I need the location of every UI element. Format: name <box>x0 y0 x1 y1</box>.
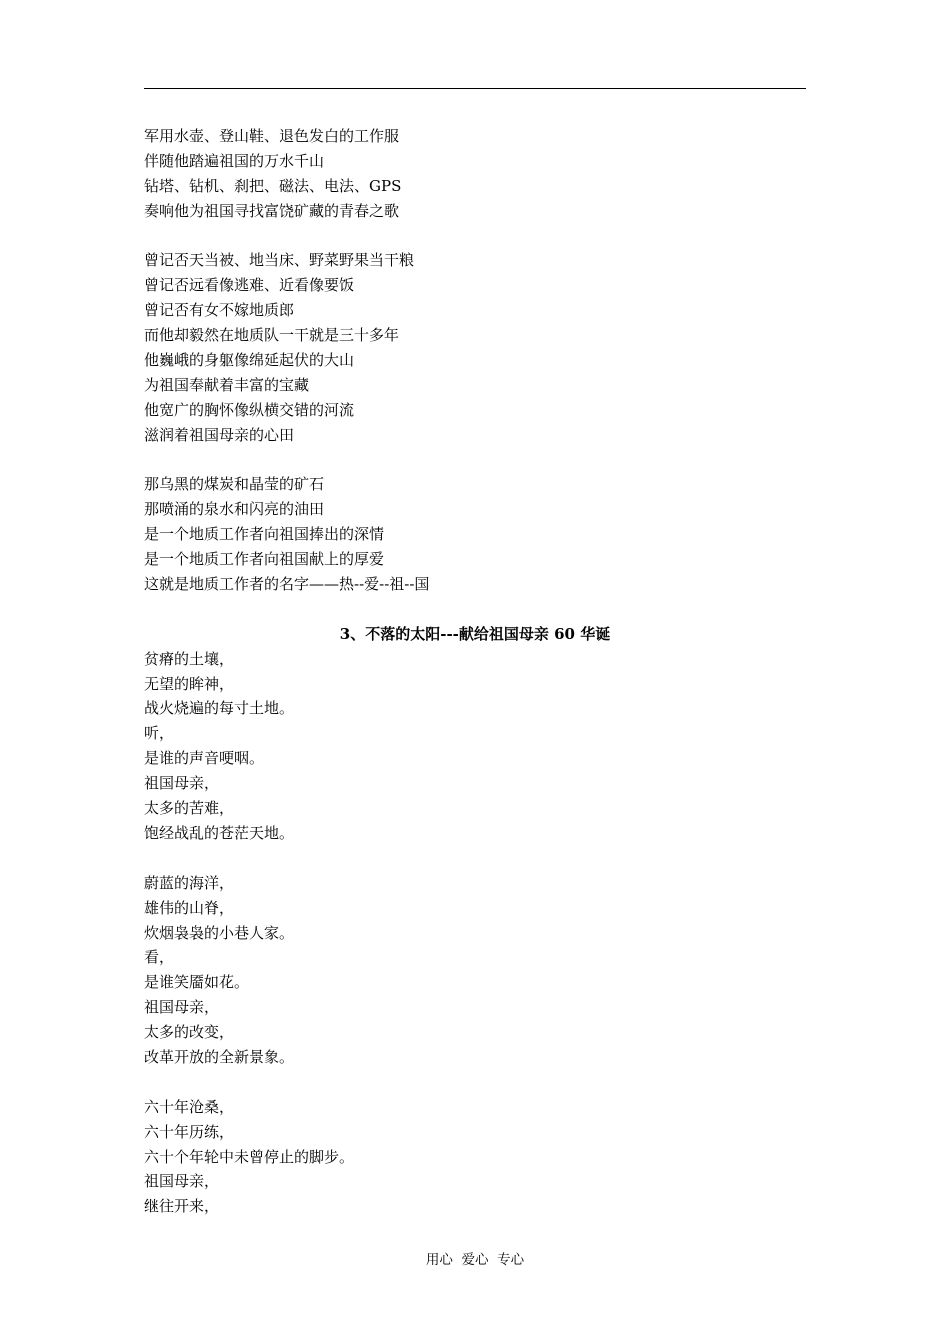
text-line: 这就是地质工作者的名字——热--爱--祖--国 <box>144 575 430 594</box>
text-line: 祖国母亲， <box>144 1172 220 1191</box>
text-line: 炊烟袅袅的小巷人家。 <box>144 923 295 942</box>
text-line: 他巍峨的身躯像绵延起伏的大山 <box>144 351 355 370</box>
text-line: 太多的改变， <box>144 1023 235 1042</box>
text-line: 蔚蓝的海洋， <box>144 873 235 892</box>
page-footer: 用心 爱心 专心 <box>425 1252 525 1268</box>
text-line: 六十年历练， <box>144 1122 235 1141</box>
text-line: 曾记否天当被、地当床、野菜野果当干粮 <box>144 251 415 270</box>
text-line: 贫瘠的土壤， <box>144 649 235 668</box>
text-line: 滋润着祖国母亲的心田 <box>144 425 295 444</box>
stanza-2 <box>144 248 806 447</box>
text-line: 伴随他踏遍祖国的万水千山 <box>144 151 325 170</box>
text-line: 继往开来， <box>144 1197 220 1216</box>
text-line: 太多的苦难， <box>144 799 235 818</box>
header-rule <box>144 88 806 89</box>
text-line: 是一个地质工作者向祖国献上的厚爱 <box>144 550 385 569</box>
poem-title: 3、不落的太阳---献给祖国母亲 60 华诞 <box>339 624 611 643</box>
text-line: 奏响他为祖国寻找富饶矿藏的青春之歌 <box>144 201 400 220</box>
stanza-gap <box>144 846 806 871</box>
text-line: 曾记否有女不嫁地质郎 <box>144 301 295 320</box>
text-line: 军用水壶、登山鞋、退色发白的工作服 <box>144 127 400 145</box>
text-line: 曾记否远看像逃难、近看像要饭 <box>144 276 355 295</box>
text-line: 战火烧遍的每寸土地。 <box>144 699 295 718</box>
stanza-gap <box>144 448 806 473</box>
text-line: 是一个地质工作者向祖国捧出的深情 <box>144 525 385 544</box>
text-line: 钻塔、钻机、刹把、磁法、电法、GPS <box>144 176 402 195</box>
stanza-3 <box>144 472 806 596</box>
text-line: 是谁笑靥如花。 <box>144 973 250 992</box>
text-line: 改革开放的全新景象。 <box>144 1047 295 1066</box>
text-line: 听， <box>144 724 175 743</box>
text-line: 饱经战乱的苍茫天地。 <box>144 823 295 842</box>
text-line: 那喷涌的泉水和闪亮的油田 <box>144 500 325 519</box>
document-body <box>144 124 806 1219</box>
text-line: 无望的眸神， <box>144 674 235 693</box>
text-line: 那乌黑的煤炭和晶莹的矿石 <box>144 475 325 494</box>
text-line: 而他却毅然在地质队一干就是三十多年 <box>144 326 400 345</box>
stanza-gap <box>144 597 806 622</box>
text-line: 看， <box>144 948 175 967</box>
text-line: 是谁的声音哽咽。 <box>144 749 265 768</box>
text-line: 为祖国奉献着丰富的宝藏 <box>144 375 310 394</box>
stanza-6 <box>144 1095 806 1219</box>
text-line: 祖国母亲， <box>144 774 220 793</box>
text-line: 六十个年轮中未曾停止的脚步。 <box>144 1147 355 1166</box>
stanza-5 <box>144 871 806 1070</box>
text-line: 祖国母亲， <box>144 998 220 1017</box>
stanza-4 <box>144 647 806 846</box>
text-line: 雄伟的山脊， <box>144 898 235 917</box>
stanza-gap <box>144 224 806 249</box>
stanza-1 <box>144 124 806 224</box>
text-line: 六十年沧桑， <box>144 1097 235 1116</box>
text-line: 他宽广的胸怀像纵横交错的河流 <box>144 400 355 419</box>
stanza-gap <box>144 1070 806 1095</box>
